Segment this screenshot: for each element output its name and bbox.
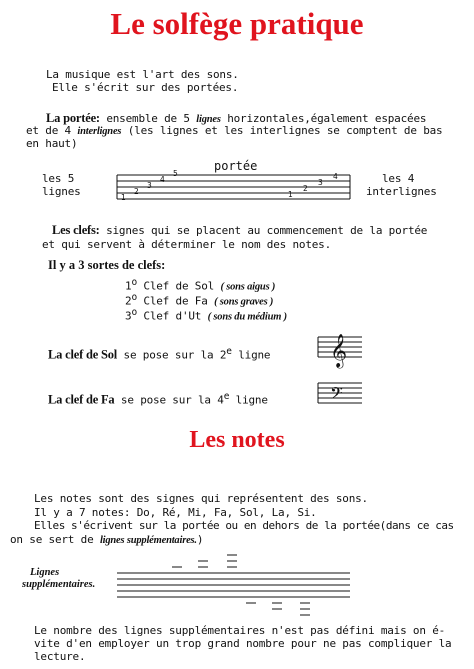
clef-type-2-name: Clef de Fa	[143, 294, 208, 308]
clefs-definition-line-1	[52, 223, 427, 238]
clef-type-2	[125, 292, 273, 308]
clef-sol-text: se pose sur la 2	[123, 348, 227, 362]
clefs-term: Les clefs:	[52, 223, 100, 237]
portee-text-2c: (les lignes et les interlignes se comptent de bas	[127, 124, 443, 137]
clef-fa-sup: e	[223, 391, 230, 402]
clef-type-3	[125, 307, 287, 323]
line-number-2: 2	[134, 187, 139, 196]
clef-type-1-name: Clef de Sol	[143, 279, 215, 293]
portee-interlignes: interlignes	[77, 126, 122, 137]
clef-fa-term: La clef de Fa	[48, 392, 115, 407]
line-number-3: 3	[147, 181, 152, 190]
line-number-1: 1	[121, 193, 126, 202]
space-number-4: 4	[333, 172, 338, 181]
staff-diagram-title: portée	[214, 159, 258, 173]
staff-left-label-2: lignes	[42, 185, 81, 198]
notes-line-4a: on se sert de	[10, 533, 94, 546]
notes-ledger-term: lignes supplémentaires.	[99, 535, 197, 546]
bass-clef-icon: 𝄢	[330, 383, 343, 407]
space-number-1: 1	[288, 190, 293, 199]
clef-type-3-num: 3	[125, 309, 132, 323]
clef-sol-sup: e	[226, 346, 232, 357]
clef-sol-line	[48, 346, 270, 363]
notes-line-4c: )	[196, 533, 204, 546]
notes-section-title: Les notes	[189, 427, 285, 453]
notes-line-1: Les notes sont des signes qui représentent des sons.	[34, 492, 368, 505]
clef-types-heading: Il y a 3 sortes de clefs:	[48, 258, 166, 272]
line-number-5: 5	[173, 169, 178, 178]
clef-type-3-name: Clef d'Ut	[143, 309, 202, 323]
notes-line-3: Elles s'écrivent sur la portée ou en dehors de la portée(dans ce cas	[34, 519, 454, 532]
notes-line-4	[10, 533, 203, 546]
clef-sol-tail: ligne	[231, 348, 271, 362]
intro-line-1: La musique est l'art des sons.	[46, 68, 239, 81]
clef-type-1-note: ( sons aigus )	[220, 281, 276, 293]
clef-fa-line	[48, 391, 268, 408]
clef-type-1-num: 1	[125, 279, 132, 293]
treble-clef-icon: 𝄞	[330, 333, 348, 367]
space-number-3: 3	[318, 178, 323, 187]
portee-text-c: horizontales,également espacées	[227, 112, 427, 125]
ledger-label-2: supplémentaires.	[22, 579, 96, 590]
intro-line-2: Elle s'écrit sur des portées.	[52, 81, 239, 94]
clef-type-2-sup: o	[131, 292, 137, 303]
clef-fa-tail: ligne	[229, 393, 268, 407]
clef-type-3-sup: o	[131, 307, 137, 318]
portee-lignes: lignes	[196, 114, 221, 125]
clefs-definition-line-2: et qui servent à déterminer le nom des notes.	[42, 238, 332, 251]
space-number-2: 2	[303, 184, 308, 193]
footer-line-1: Le nombre des lignes supplémentaires n'est pas défini mais on é-	[34, 624, 446, 637]
staff-right-label-2: interlignes	[366, 185, 437, 198]
portee-term: La portée:	[46, 111, 100, 125]
clef-type-1	[125, 277, 275, 293]
portee-definition-line-3: en haut)	[26, 137, 78, 150]
ledger-label-1: Lignes	[30, 567, 60, 578]
portee-text-a: ensemble de 5	[106, 112, 190, 125]
clefs-text-1: signes qui se placent au commencement de la portée	[106, 224, 428, 237]
clef-fa-text: se pose sur la 4	[120, 393, 224, 407]
footer-line-3: lecture.	[34, 650, 86, 663]
clef-type-2-num: 2	[125, 294, 132, 308]
notes-line-2: Il y a 7 notes: Do, Ré, Mi, Fa, Sol, La, Si.	[34, 506, 317, 519]
clef-sol-term: La clef de Sol	[48, 347, 118, 362]
clef-type-3-note: ( sons du médium )	[207, 311, 287, 323]
ledger-staff	[117, 555, 350, 615]
portee-text-2a: et de 4	[26, 124, 71, 137]
clef-type-1-sup: o	[131, 277, 137, 288]
clef-type-2-note: ( sons graves )	[214, 296, 274, 308]
footer-line-2: vite d'en employer un trop grand nombre pour ne pas compliquer la	[34, 637, 452, 650]
line-number-4: 4	[160, 175, 165, 184]
staff-left-label-1: les 5	[42, 172, 75, 185]
page-title: Le solfège pratique	[110, 6, 364, 41]
staff-right-label-1: les 4	[382, 172, 415, 185]
